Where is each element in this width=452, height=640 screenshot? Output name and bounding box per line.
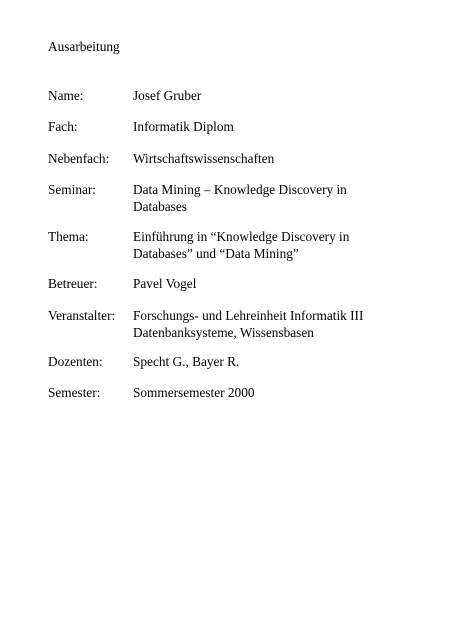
field-value-line: Datenbanksysteme, Wissensbasen	[133, 325, 314, 340]
field-label-fach: Fach:	[48, 119, 78, 134]
field-label-name: Name:	[48, 88, 84, 103]
field-label-betreuer: Betreuer:	[48, 276, 98, 291]
field-value-line: Josef Gruber	[133, 88, 202, 103]
field-value-line: Sommersemester 2000	[133, 385, 255, 400]
field-value-line: Informatik Diplom	[133, 119, 234, 134]
field-value-fach	[133, 118, 443, 135]
field-value-line: Einführung in “Knowledge Discovery in	[133, 229, 350, 244]
field-value-seminar	[133, 181, 443, 215]
field-value-line: Forschungs- und Lehreinheit Informatik III	[133, 308, 364, 323]
field-value-thema	[133, 228, 443, 262]
field-label-veranstalter: Veranstalter:	[48, 308, 116, 323]
field-value-betreuer	[133, 275, 443, 292]
field-label-dozenten: Dozenten:	[48, 354, 103, 369]
field-value-dozenten	[133, 353, 443, 370]
field-value-line: Wirtschaftswissenschaften	[133, 151, 275, 166]
field-value-line: Pavel Vogel	[133, 276, 197, 291]
field-value-line: Specht G., Bayer R.	[133, 354, 240, 369]
field-value-veranstalter	[133, 307, 443, 341]
field-label-seminar: Seminar:	[48, 182, 97, 197]
document-title: Ausarbeitung	[48, 39, 120, 54]
field-value-name	[133, 87, 443, 104]
field-value-line: Databases” und “Data Mining”	[133, 246, 299, 261]
field-label-nebenfach: Nebenfach:	[48, 151, 110, 166]
field-label-semester: Semester:	[48, 385, 101, 400]
field-value-nebenfach	[133, 150, 443, 167]
field-label-thema: Thema:	[48, 229, 89, 244]
field-value-semester	[133, 384, 443, 401]
field-value-line: Data Mining – Knowledge Discovery in	[133, 182, 347, 197]
field-value-line: Databases	[133, 199, 187, 214]
